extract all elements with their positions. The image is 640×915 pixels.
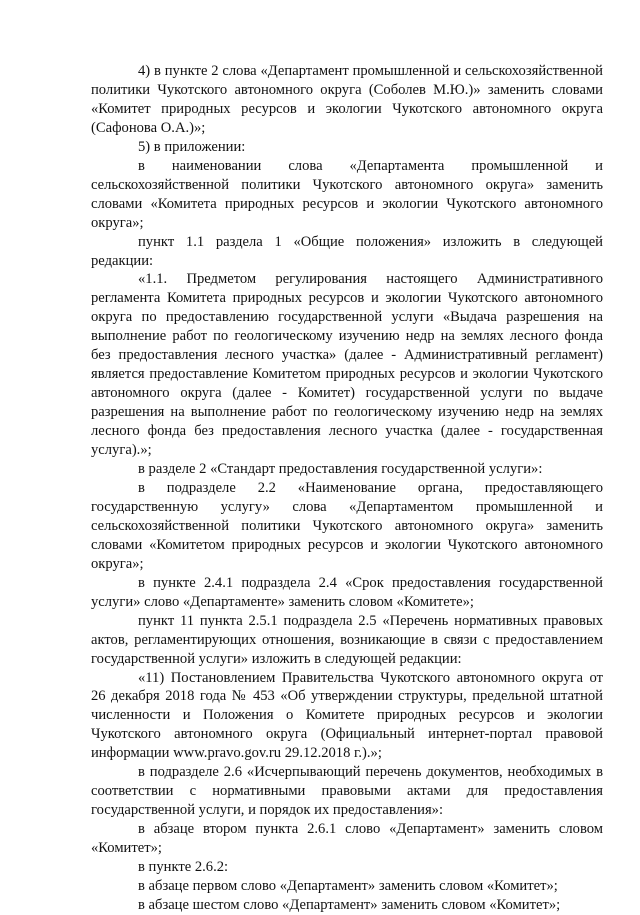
paragraph-clause-1-1-text: «1.1. Предметом регулирования настоящего Административного регламента Комитета природных ресурсов и экологии Чукотского автономного округа по предоставлению государственной услуги «Выдача разрешения на выполнение работ по геологическому изучению недр на землях лесного фонда без предоставления лесного участка» (далее - Административный регламент) является предоставление Комитетом природных ресурсов и экологии Чукотского автономного округа (далее - Комитет) государственной услуги по выдаче разрешения на выполнение работ по геологическому изучению недр на землях лесного фонда без предоставления лесного участка (далее - государственная услуга).»; — [91, 271, 603, 459]
document-page — [91, 62, 603, 915]
paragraph-subsection-2-6: в подразделе 2.6 «Исчерпывающий перечень документов, необходимых в соответствии с нормативными правовыми актами для предоставления государственной услуги, и порядок их предоставления»: — [91, 764, 603, 819]
paragraph-section-2-heading: в разделе 2 «Стандарт предоставления государственной услуги»: — [138, 461, 543, 478]
paragraph-subsection-2-2: в подразделе 2.2 «Наименование органа, предоставляющего государственную услугу» слова «Департаментом промышленной и сельскохозяйственной политики Чукотского автономного округа» заменить словами «Комитетом природных ресурсов и экологии Чукотского автономного округа»; — [91, 479, 603, 572]
paragraph-item-4-change: 4) в пункте 2 слова «Департамент промышленной и сельскохозяйственной политики Чукотского автономного округа (Соболев М.Ю.)» заменить словами «Комитет природных ресурсов и экологии Чукотского автономного округа (Сафонова О.А.)»; — [91, 63, 603, 136]
paragraph-title-change: в наименовании слова «Департамента промышленной и сельскохозяйственной политики Чукотского автономного округа» заменить словами «Комитета природных ресурсов и экологии Чукотского автономного округа»; — [91, 157, 603, 231]
paragraph-clause-2-6-2-heading: в пункте 2.6.2: — [138, 859, 229, 876]
paragraph-clause-1-1-intro: пункт 1.1 раздела 1 «Общие положения» изложить в следующей редакции: — [91, 233, 603, 269]
paragraph-item-5-heading: 5) в приложении: — [138, 138, 246, 155]
paragraph-clause-2-6-1: в абзаце втором пункта 2.6.1 слово «Департамент» заменить словом «Комитет»; — [91, 821, 603, 857]
paragraph-clause-2-4-1: в пункте 2.4.1 подраздела 2.4 «Срок предоставления государственной услуги» слово «Департаменте» заменить словом «Комитете»; — [91, 574, 603, 610]
paragraph-clause-2-6-2-first: в абзаце первом слово «Департамент» заменить словом «Комитет»; — [138, 877, 558, 894]
paragraph-clause-2-5-1-intro: пункт 11 пункта 2.5.1 подраздела 2.5 «Перечень нормативных правовых актов, регламентирующих отношения, возникающие в связи с предоставлением государственной услуги» изложить в следующей редакции: — [91, 612, 603, 667]
paragraph-clause-2-5-1-text: «11) Постановлением Правительства Чукотского автономного округа от 26 декабря 2018 года № 453 «Об утверждении структуры, предельной штатной численности и Положения о Комитете природных ресурсов и экологии Чукотского автономного округа (Официальный интернет-портал правовой информации www.pravo.gov.ru 29.12.2018 г.).»; — [91, 669, 603, 762]
paragraph-clause-2-6-2-sixth: в абзаце шестом слово «Департамент» заменить словом «Комитет»; — [138, 896, 561, 913]
